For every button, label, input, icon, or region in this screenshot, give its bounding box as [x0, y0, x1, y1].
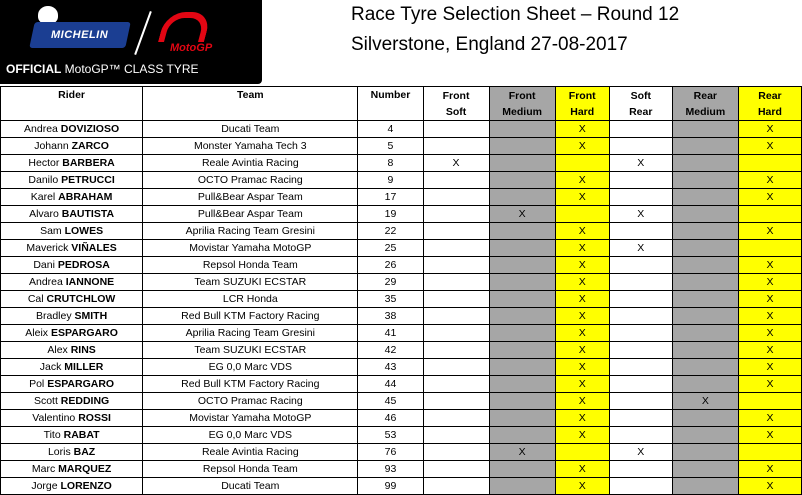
cell-number: 46 — [358, 410, 423, 427]
cell-team: Repsol Honda Team — [143, 461, 358, 478]
cell-front-hard: X — [555, 223, 609, 240]
cell-rear-hard: X — [738, 308, 801, 325]
cell-soft-rear — [609, 257, 672, 274]
cell-front-soft — [423, 223, 489, 240]
cell-rear-medium — [672, 427, 738, 444]
table-row — [1, 189, 802, 206]
cell-rider — [1, 478, 143, 495]
cell-front-medium — [489, 291, 555, 308]
table-row — [1, 410, 802, 427]
cell-rider — [1, 342, 143, 359]
cell-rear-medium — [672, 121, 738, 138]
rider-last-name: BAUTISTA — [61, 207, 115, 220]
cell-rider — [1, 172, 143, 189]
cell-team: Pull&Bear Aspar Team — [143, 189, 358, 206]
cell-team: Red Bull KTM Factory Racing — [143, 308, 358, 325]
cell-front-hard: X — [555, 393, 609, 410]
cell-team: Pull&Bear Aspar Team — [143, 206, 358, 223]
cell-rear-hard: X — [738, 274, 801, 291]
table-row — [1, 138, 802, 155]
tyre-selection-table — [0, 86, 802, 495]
rider-last-name: ABRAHAM — [58, 190, 113, 203]
cell-rider — [1, 240, 143, 257]
table-row — [1, 342, 802, 359]
table-body — [1, 121, 802, 495]
rider-first-name: Cal — [27, 292, 44, 305]
cell-front-hard: X — [555, 342, 609, 359]
cell-team: OCTO Pramac Racing — [143, 172, 358, 189]
rider-first-name: Johann — [34, 139, 69, 152]
rider-first-name: Valentino — [32, 411, 76, 424]
rider-first-name: Loris — [47, 445, 71, 458]
cell-number: 19 — [358, 206, 423, 223]
cell-rear-medium — [672, 444, 738, 461]
cell-front-soft — [423, 138, 489, 155]
cell-rear-medium — [672, 189, 738, 206]
cell-rider — [1, 308, 143, 325]
cell-number: 41 — [358, 325, 423, 342]
cell-number: 45 — [358, 393, 423, 410]
rider-last-name: PEDROSA — [57, 258, 110, 271]
rider-first-name: Maverick — [26, 241, 69, 254]
cell-front-soft — [423, 257, 489, 274]
cell-rear-hard — [738, 444, 801, 461]
table-row — [1, 359, 802, 376]
logo-divider — [134, 11, 152, 55]
cell-soft-rear — [609, 376, 672, 393]
rider-first-name: Bradley — [35, 309, 72, 322]
table-row — [1, 257, 802, 274]
cell-front-medium — [489, 138, 555, 155]
header-team: Team — [143, 87, 358, 121]
cell-soft-rear — [609, 461, 672, 478]
rider-last-name: LOWES — [64, 224, 104, 237]
cell-front-hard: X — [555, 138, 609, 155]
cell-front-medium: X — [489, 206, 555, 223]
cell-team: Movistar Yamaha MotoGP — [143, 240, 358, 257]
cell-rear-medium — [672, 461, 738, 478]
cell-front-soft — [423, 342, 489, 359]
rider-first-name: Jack — [39, 360, 62, 373]
cell-rear-hard: X — [738, 172, 801, 189]
cell-front-hard: X — [555, 189, 609, 206]
rider-last-name: PETRUCCI — [61, 173, 115, 186]
cell-front-soft — [423, 376, 489, 393]
cell-front-medium: X — [489, 444, 555, 461]
cell-rider — [1, 257, 143, 274]
rider-first-name: Andrea — [24, 122, 58, 135]
cell-number: 8 — [358, 155, 423, 172]
cell-front-hard: X — [555, 274, 609, 291]
cell-rider — [1, 189, 143, 206]
cell-rear-medium — [672, 376, 738, 393]
cell-rear-medium — [672, 206, 738, 223]
cell-front-soft — [423, 461, 489, 478]
cell-team: Movistar Yamaha MotoGP — [143, 410, 358, 427]
motogp-text: MotoGP — [170, 42, 213, 54]
cell-rider — [1, 138, 143, 155]
rider-last-name: BARBERA — [62, 156, 115, 169]
michelin-wordmark — [29, 22, 131, 48]
sheet-header — [0, 0, 802, 86]
rider-first-name: Aleix — [25, 326, 49, 339]
cell-rider — [1, 206, 143, 223]
cell-team: Repsol Honda Team — [143, 257, 358, 274]
cell-front-medium — [489, 478, 555, 495]
cell-rider — [1, 291, 143, 308]
cell-rear-medium — [672, 172, 738, 189]
rider-first-name: Andrea — [28, 275, 63, 288]
table-header-row — [1, 87, 802, 121]
sheet-title: Race Tyre Selection Sheet – Round 12 — [351, 4, 680, 25]
cell-rear-medium — [672, 359, 738, 376]
cell-number: 76 — [358, 444, 423, 461]
cell-number: 4 — [358, 121, 423, 138]
table-row — [1, 461, 802, 478]
cell-rear-hard: X — [738, 410, 801, 427]
cell-number: 42 — [358, 342, 423, 359]
header-soft-rear: Soft Rear — [609, 87, 672, 121]
cell-front-hard: X — [555, 410, 609, 427]
rider-last-name: SMITH — [74, 309, 108, 322]
cell-front-hard — [555, 155, 609, 172]
rider-first-name: Sam — [40, 224, 62, 237]
cell-front-medium — [489, 461, 555, 478]
cell-soft-rear — [609, 325, 672, 342]
cell-front-soft — [423, 393, 489, 410]
cell-rear-medium — [672, 325, 738, 342]
rider-last-name: BAZ — [73, 445, 96, 458]
cell-front-soft — [423, 427, 489, 444]
rider-first-name: Jorge — [31, 479, 58, 492]
cell-front-soft — [423, 325, 489, 342]
cell-team: Team SUZUKI ECSTAR — [143, 342, 358, 359]
cell-rear-hard — [738, 393, 801, 410]
cell-soft-rear: X — [609, 240, 672, 257]
cell-rear-medium — [672, 138, 738, 155]
table-row — [1, 427, 802, 444]
cell-team: LCR Honda — [143, 291, 358, 308]
cell-rear-hard: X — [738, 138, 801, 155]
cell-front-soft — [423, 240, 489, 257]
table-row — [1, 325, 802, 342]
rider-first-name: Danilo — [28, 173, 59, 186]
cell-number: 26 — [358, 257, 423, 274]
cell-front-hard: X — [555, 291, 609, 308]
table-row — [1, 121, 802, 138]
cell-rear-hard: X — [738, 461, 801, 478]
cell-front-medium — [489, 393, 555, 410]
table-row — [1, 240, 802, 257]
cell-number: 43 — [358, 359, 423, 376]
cell-team: EG 0,0 Marc VDS — [143, 359, 358, 376]
cell-number: 93 — [358, 461, 423, 478]
cell-soft-rear: X — [609, 155, 672, 172]
cell-soft-rear — [609, 478, 672, 495]
cell-team: Monster Yamaha Tech 3 — [143, 138, 358, 155]
cell-team: Aprilia Racing Team Gresini — [143, 325, 358, 342]
cell-number: 29 — [358, 274, 423, 291]
cell-front-medium — [489, 172, 555, 189]
table-row — [1, 274, 802, 291]
cell-team: Red Bull KTM Factory Racing — [143, 376, 358, 393]
official-tyre-caption — [6, 62, 198, 76]
cell-front-soft — [423, 410, 489, 427]
cell-front-hard: X — [555, 240, 609, 257]
cell-rider — [1, 376, 143, 393]
cell-front-soft — [423, 172, 489, 189]
cell-number: 5 — [358, 138, 423, 155]
table-row — [1, 308, 802, 325]
header-rear-medium: Rear Medium — [672, 87, 738, 121]
cell-rear-medium — [672, 308, 738, 325]
cell-rider — [1, 325, 143, 342]
rider-last-name: ZARCO — [71, 139, 109, 152]
michelin-text: MICHELIN — [51, 29, 109, 41]
cell-front-medium — [489, 121, 555, 138]
cell-front-medium — [489, 308, 555, 325]
cell-team: OCTO Pramac Racing — [143, 393, 358, 410]
cell-number: 38 — [358, 308, 423, 325]
rider-last-name: ESPARGARO — [50, 326, 118, 339]
table-row — [1, 223, 802, 240]
cell-rider — [1, 410, 143, 427]
cell-soft-rear — [609, 189, 672, 206]
cell-rear-hard: X — [738, 376, 801, 393]
cell-soft-rear — [609, 359, 672, 376]
cell-soft-rear — [609, 308, 672, 325]
cell-rear-hard — [738, 240, 801, 257]
cell-rear-hard: X — [738, 257, 801, 274]
cell-front-hard: X — [555, 172, 609, 189]
cell-rear-hard: X — [738, 478, 801, 495]
cell-rear-hard: X — [738, 359, 801, 376]
cell-team: EG 0,0 Marc VDS — [143, 427, 358, 444]
rider-first-name: Scott — [33, 394, 58, 407]
cell-front-hard: X — [555, 325, 609, 342]
rider-last-name: ESPARGARO — [47, 377, 115, 390]
cell-rear-hard — [738, 155, 801, 172]
cell-front-soft — [423, 121, 489, 138]
header-rear-hard: Rear Hard — [738, 87, 801, 121]
cell-front-medium — [489, 325, 555, 342]
cell-number: 9 — [358, 172, 423, 189]
cell-front-medium — [489, 342, 555, 359]
cell-front-hard — [555, 444, 609, 461]
cell-rear-medium — [672, 410, 738, 427]
cell-soft-rear — [609, 427, 672, 444]
rider-first-name: Tito — [43, 428, 61, 441]
motogp-logo-icon — [162, 12, 222, 56]
cell-soft-rear — [609, 172, 672, 189]
cell-number: 99 — [358, 478, 423, 495]
cell-rear-medium — [672, 223, 738, 240]
cell-number: 17 — [358, 189, 423, 206]
table-row — [1, 393, 802, 410]
header-rider: Rider — [1, 87, 143, 121]
cell-rider — [1, 359, 143, 376]
cell-front-medium — [489, 376, 555, 393]
rider-first-name: Karel — [30, 190, 56, 203]
cell-front-hard: X — [555, 478, 609, 495]
cell-front-hard: X — [555, 359, 609, 376]
table-row — [1, 172, 802, 189]
cell-team: Reale Avintia Racing — [143, 444, 358, 461]
motogp-m-icon — [158, 12, 212, 42]
cell-rear-medium — [672, 478, 738, 495]
cell-team: Team SUZUKI ECSTAR — [143, 274, 358, 291]
rider-first-name: Dani — [33, 258, 55, 271]
rider-last-name: LORENZO — [60, 479, 112, 492]
table-row — [1, 155, 802, 172]
cell-front-soft — [423, 444, 489, 461]
cell-number: 35 — [358, 291, 423, 308]
cell-soft-rear — [609, 121, 672, 138]
cell-front-soft: X — [423, 155, 489, 172]
cell-rear-hard: X — [738, 342, 801, 359]
rider-last-name: RINS — [70, 343, 96, 356]
cell-rear-medium — [672, 155, 738, 172]
cell-front-medium — [489, 257, 555, 274]
cell-front-medium — [489, 240, 555, 257]
cell-team: Aprilia Racing Team Gresini — [143, 223, 358, 240]
cell-rear-medium — [672, 274, 738, 291]
cell-front-medium — [489, 427, 555, 444]
cell-rear-hard: X — [738, 325, 801, 342]
rider-last-name: IANNONE — [65, 275, 115, 288]
cell-soft-rear — [609, 342, 672, 359]
cell-rear-medium — [672, 342, 738, 359]
cell-rear-hard: X — [738, 291, 801, 308]
cell-rider — [1, 121, 143, 138]
header-front-soft: Front Soft — [423, 87, 489, 121]
rider-first-name: Alvaro — [29, 207, 59, 220]
sheet-subtitle: Silverstone, England 27-08-2017 — [351, 34, 628, 55]
cell-number: 44 — [358, 376, 423, 393]
rider-last-name: VIÑALES — [71, 241, 117, 254]
cell-soft-rear — [609, 393, 672, 410]
cell-soft-rear — [609, 223, 672, 240]
official-rest: MotoGP™ CLASS TYRE — [61, 62, 199, 76]
cell-front-medium — [489, 155, 555, 172]
header-front-hard: Front Hard — [555, 87, 609, 121]
cell-rear-medium — [672, 257, 738, 274]
cell-soft-rear: X — [609, 206, 672, 223]
cell-front-hard: X — [555, 461, 609, 478]
cell-front-medium — [489, 410, 555, 427]
rider-last-name: ROSSI — [78, 411, 111, 424]
cell-front-hard: X — [555, 257, 609, 274]
cell-front-medium — [489, 274, 555, 291]
rider-first-name: Hector — [28, 156, 60, 169]
cell-front-hard: X — [555, 121, 609, 138]
cell-front-soft — [423, 359, 489, 376]
rider-last-name: CRUTCHLOW — [46, 292, 116, 305]
table-row — [1, 291, 802, 308]
cell-rear-hard: X — [738, 427, 801, 444]
cell-front-soft — [423, 206, 489, 223]
table-row — [1, 206, 802, 223]
cell-front-medium — [489, 359, 555, 376]
cell-rear-medium — [672, 291, 738, 308]
table-row — [1, 444, 802, 461]
cell-front-hard — [555, 206, 609, 223]
cell-rear-medium — [672, 240, 738, 257]
rider-first-name: Alex — [47, 343, 68, 356]
cell-rear-hard — [738, 206, 801, 223]
cell-rear-hard: X — [738, 121, 801, 138]
rider-last-name: MARQUEZ — [58, 462, 112, 475]
cell-front-hard: X — [555, 427, 609, 444]
cell-rider — [1, 427, 143, 444]
cell-rear-medium: X — [672, 393, 738, 410]
cell-soft-rear — [609, 138, 672, 155]
cell-soft-rear — [609, 291, 672, 308]
cell-soft-rear: X — [609, 444, 672, 461]
cell-front-soft — [423, 274, 489, 291]
cell-rider — [1, 274, 143, 291]
rider-last-name: RABAT — [63, 428, 100, 441]
cell-front-medium — [489, 189, 555, 206]
cell-front-soft — [423, 189, 489, 206]
rider-last-name: DOVIZIOSO — [60, 122, 120, 135]
rider-last-name: MILLER — [64, 360, 104, 373]
rider-last-name: REDDING — [60, 394, 110, 407]
cell-front-hard: X — [555, 308, 609, 325]
cell-rider — [1, 444, 143, 461]
rider-first-name: Marc — [31, 462, 56, 475]
cell-rear-hard: X — [738, 223, 801, 240]
table-row — [1, 478, 802, 495]
cell-team: Ducati Team — [143, 121, 358, 138]
cell-front-medium — [489, 223, 555, 240]
rider-first-name: Pol — [29, 377, 45, 390]
cell-team: Reale Avintia Racing — [143, 155, 358, 172]
cell-rider — [1, 223, 143, 240]
cell-rider — [1, 155, 143, 172]
table-row — [1, 376, 802, 393]
cell-front-soft — [423, 291, 489, 308]
cell-front-hard: X — [555, 376, 609, 393]
header-front-medium: Front Medium — [489, 87, 555, 121]
cell-soft-rear — [609, 274, 672, 291]
cell-team: Ducati Team — [143, 478, 358, 495]
header-number: Number — [358, 87, 423, 121]
cell-soft-rear — [609, 410, 672, 427]
official-word: OFFICIAL — [6, 62, 62, 76]
cell-number: 53 — [358, 427, 423, 444]
cell-front-soft — [423, 478, 489, 495]
cell-rider — [1, 461, 143, 478]
michelin-motogp-logo — [0, 0, 262, 84]
cell-number: 22 — [358, 223, 423, 240]
cell-rider — [1, 393, 143, 410]
cell-number: 25 — [358, 240, 423, 257]
cell-front-soft — [423, 308, 489, 325]
cell-rear-hard: X — [738, 189, 801, 206]
